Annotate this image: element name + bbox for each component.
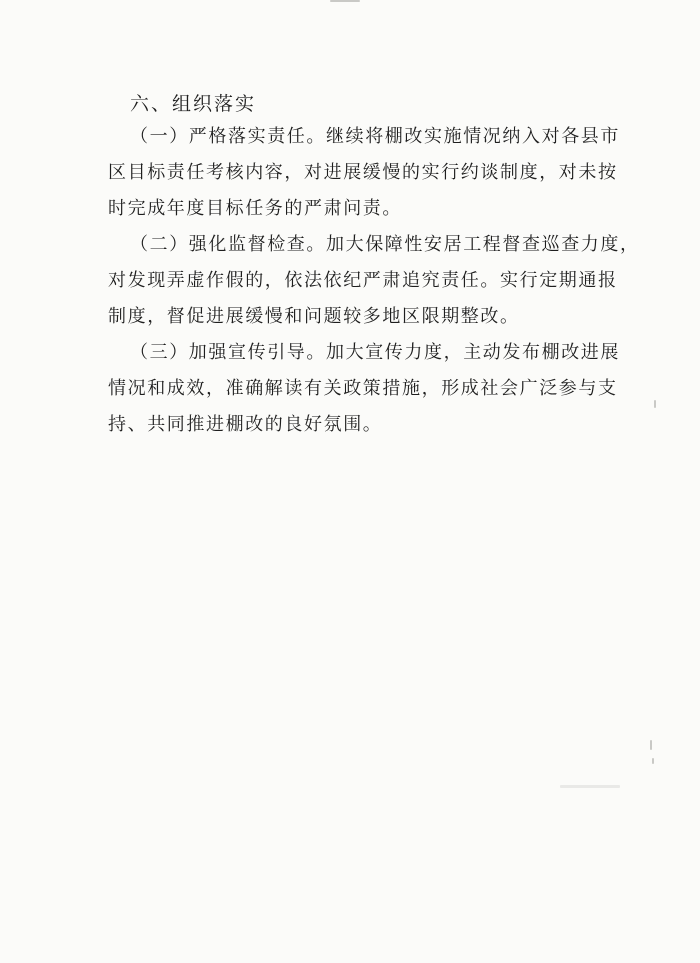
scan-speck [654, 400, 656, 408]
scan-speck [652, 758, 654, 764]
scan-speck [650, 740, 652, 750]
paragraph-line: （二）强化监督检查。加大保障性安居工程督查巡查力度， [130, 234, 640, 255]
paragraph-line: 持、共同推进棚改的良好氛围。 [108, 414, 383, 435]
paragraph-line: （一）严格落实责任。继续将棚改实施情况纳入对各县市 [130, 126, 620, 147]
paragraph-line: 时完成年度目标任务的严肃问责。 [108, 198, 402, 219]
paragraph-line: 对发现弄虚作假的，依法依纪严肃追究责任。实行定期通报 [108, 270, 618, 291]
paragraph-line: （三）加强宣传引导。加大宣传力度，主动发布棚改进展 [130, 342, 620, 363]
paragraph-line: 区目标责任考核内容，对进展缓慢的实行约谈制度，对未按 [108, 162, 618, 183]
scan-speck [560, 785, 620, 788]
section-heading: 六、组织落实 [130, 93, 257, 115]
paragraph-line: 情况和成效，准确解读有关政策措施，形成社会广泛参与支 [108, 378, 618, 399]
paragraph-line: 制度，督促进展缓慢和问题较多地区限期整改。 [108, 306, 520, 327]
scan-speck [330, 0, 360, 2]
